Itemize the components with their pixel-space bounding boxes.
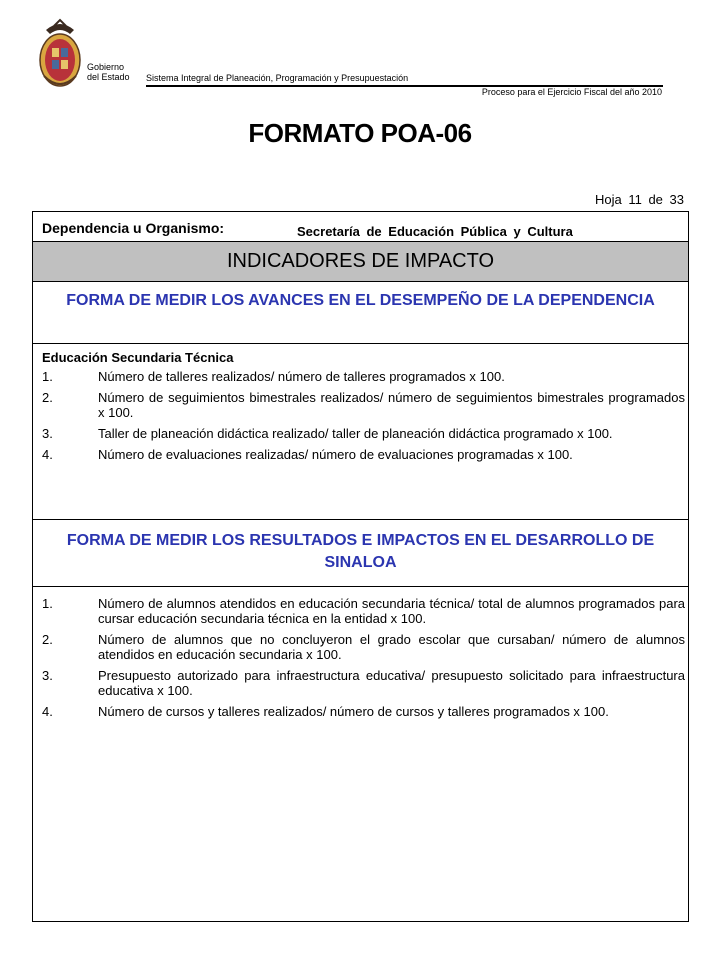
form-frame <box>32 211 689 922</box>
resultados-heading: FORMA DE MEDIR LOS RESULTADOS E IMPACTOS EN EL DESARROLLO DE SINALOA <box>33 519 688 587</box>
item-number: 1. <box>42 369 53 384</box>
system-name: Sistema Integral de Planeación, Programación y Presupuestación <box>146 73 409 83</box>
item-text: Número de talleres realizados/ número de talleres programados x 100. <box>98 369 505 384</box>
item-text: Taller de planeación didáctica realizado/ taller de planeación didáctica programado x 100. <box>98 426 613 441</box>
item-number: 1. <box>42 596 53 611</box>
process-year: Proceso para el Ejercicio Fiscal del año 2010 <box>481 87 662 97</box>
list-item <box>42 390 685 420</box>
section-title: INDICADORES DE IMPACTO <box>33 242 688 282</box>
avances-subheading: Educación Secundaria Técnica <box>42 350 234 365</box>
item-number: 3. <box>42 426 53 441</box>
gobierno-label <box>87 62 130 82</box>
item-number: 2. <box>42 390 53 405</box>
avances-section <box>42 350 685 468</box>
item-text: Número de evaluaciones realizadas/ número de evaluaciones programadas x 100. <box>98 447 573 462</box>
list-item <box>42 596 685 626</box>
avances-list <box>42 369 685 462</box>
item-text: Presupuesto autorizado para infraestructura educativa/ presupuesto solicitado para infraestructura educativa x 100. <box>98 668 685 698</box>
dependencia-value: Secretaría de Educación Pública y Cultura <box>297 224 573 239</box>
list-item <box>42 369 685 384</box>
page-number: Hoja 11 de 33 <box>595 192 684 207</box>
resultados-list <box>42 596 685 719</box>
item-number: 4. <box>42 447 53 462</box>
item-text: Número de alumnos que no concluyeron el grado escolar que cursaban/ número de alumnos atendidos en educación secundaria x 100. <box>98 632 685 662</box>
list-item <box>42 704 685 719</box>
list-item <box>42 668 685 698</box>
item-number: 3. <box>42 668 53 683</box>
item-number: 4. <box>42 704 53 719</box>
gobierno-line-2: del Estado <box>87 72 130 82</box>
state-seal-logo <box>36 16 84 96</box>
dependencia-row <box>33 212 688 242</box>
page-title: FORMATO POA-06 <box>248 118 472 148</box>
list-item <box>42 632 685 662</box>
item-text: Número de alumnos atendidos en educación secundaria técnica/ total de alumnos programados para cursar educación secundaria técnica en la entidad x 100. <box>98 596 685 626</box>
list-item <box>42 447 685 462</box>
resultados-section <box>42 596 685 725</box>
item-text: Número de seguimientos bimestrales realizados/ número de seguimientos bimestrales programados x 100. <box>98 390 685 420</box>
dependencia-label: Dependencia u Organismo: <box>42 220 225 236</box>
item-text: Número de cursos y talleres realizados/ número de cursos y talleres programados x 100. <box>98 704 609 719</box>
avances-heading: FORMA DE MEDIR LOS AVANCES EN EL DESEMPEÑO DE LA DEPENDENCIA <box>33 282 688 344</box>
list-item <box>42 426 685 441</box>
item-number: 2. <box>42 632 53 647</box>
gobierno-line-1: Gobierno <box>87 62 125 72</box>
